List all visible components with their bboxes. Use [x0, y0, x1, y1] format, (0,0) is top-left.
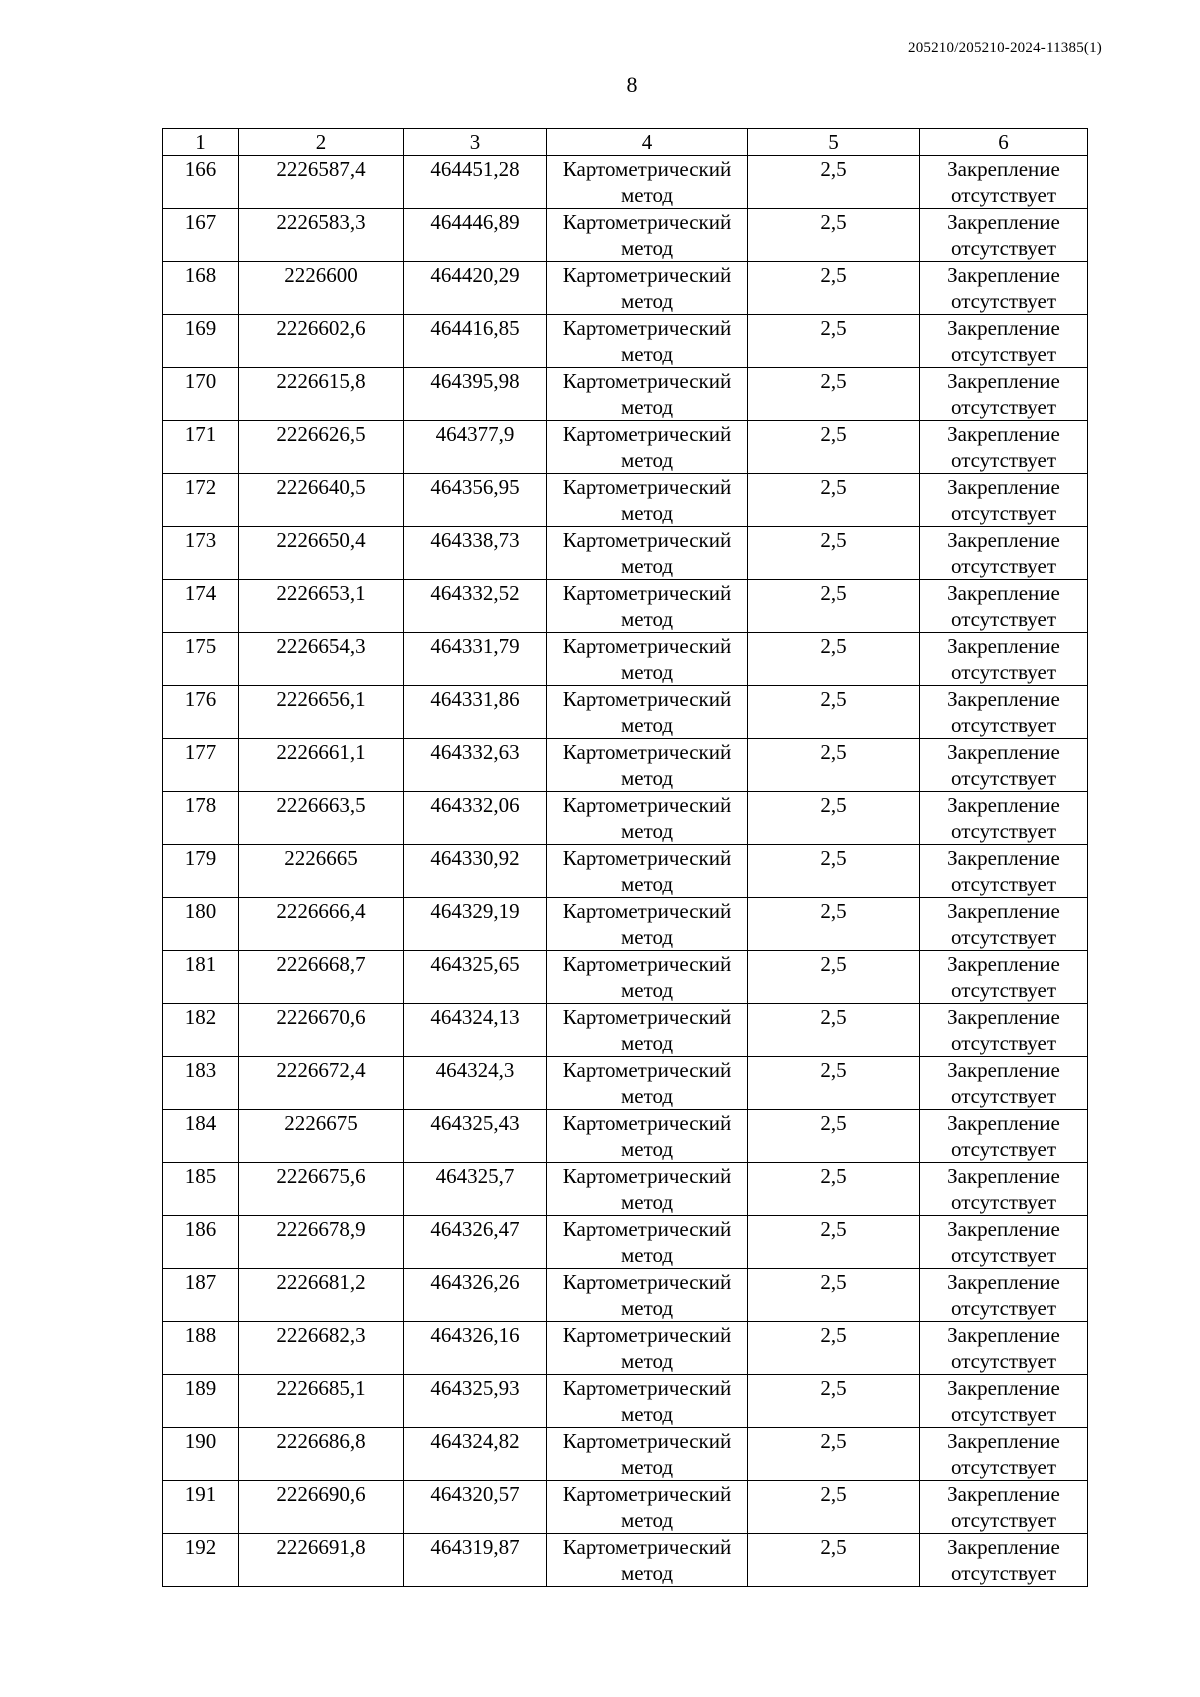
column-header: 4 — [547, 129, 748, 156]
x-coordinate-cell: 2226583,3 — [239, 209, 404, 262]
method-cell: Картометрический метод — [547, 156, 748, 209]
y-coordinate-cell: 464395,98 — [404, 368, 547, 421]
fixing-description-cell: Закрепление отсутствует — [920, 845, 1088, 898]
y-coordinate-cell: 464356,95 — [404, 474, 547, 527]
document-id: 205210/205210-2024-11385(1) — [908, 40, 1102, 56]
point-number-cell: 172 — [163, 474, 239, 527]
fixing-description-cell: Закрепление отсутствует — [920, 1322, 1088, 1375]
y-coordinate-cell: 464320,57 — [404, 1481, 547, 1534]
fixing-description-cell: Закрепление отсутствует — [920, 1375, 1088, 1428]
method-cell: Картометрический метод — [547, 686, 748, 739]
x-coordinate-cell: 2226654,3 — [239, 633, 404, 686]
table-row — [163, 1004, 1088, 1057]
y-coordinate-cell: 464331,86 — [404, 686, 547, 739]
y-coordinate-cell: 464416,85 — [404, 315, 547, 368]
method-cell: Картометрический метод — [547, 792, 748, 845]
x-coordinate-cell: 2226675,6 — [239, 1163, 404, 1216]
point-number-cell: 192 — [163, 1534, 239, 1587]
table-row — [163, 156, 1088, 209]
y-coordinate-cell: 464325,7 — [404, 1163, 547, 1216]
point-number-cell: 166 — [163, 156, 239, 209]
y-coordinate-cell: 464325,93 — [404, 1375, 547, 1428]
point-number-cell: 189 — [163, 1375, 239, 1428]
method-cell: Картометрический метод — [547, 1322, 748, 1375]
point-number-cell: 169 — [163, 315, 239, 368]
y-coordinate-cell: 464319,87 — [404, 1534, 547, 1587]
x-coordinate-cell: 2226690,6 — [239, 1481, 404, 1534]
y-coordinate-cell: 464326,47 — [404, 1216, 547, 1269]
accuracy-cell: 2,5 — [748, 898, 920, 951]
x-coordinate-cell: 2226615,8 — [239, 368, 404, 421]
accuracy-cell: 2,5 — [748, 1428, 920, 1481]
table-row — [163, 1269, 1088, 1322]
fixing-description-cell: Закрепление отсутствует — [920, 633, 1088, 686]
accuracy-cell: 2,5 — [748, 1481, 920, 1534]
x-coordinate-cell: 2226682,3 — [239, 1322, 404, 1375]
x-coordinate-cell: 2226670,6 — [239, 1004, 404, 1057]
x-coordinate-cell: 2226686,8 — [239, 1428, 404, 1481]
x-coordinate-cell: 2226602,6 — [239, 315, 404, 368]
x-coordinate-cell: 2226691,8 — [239, 1534, 404, 1587]
point-number-cell: 174 — [163, 580, 239, 633]
column-header: 1 — [163, 129, 239, 156]
method-cell: Картометрический метод — [547, 474, 748, 527]
method-cell: Картометрический метод — [547, 739, 748, 792]
fixing-description-cell: Закрепление отсутствует — [920, 1163, 1088, 1216]
method-cell: Картометрический метод — [547, 845, 748, 898]
y-coordinate-cell: 464324,82 — [404, 1428, 547, 1481]
table-row — [163, 1110, 1088, 1163]
fixing-description-cell: Закрепление отсутствует — [920, 1057, 1088, 1110]
y-coordinate-cell: 464330,92 — [404, 845, 547, 898]
fixing-description-cell: Закрепление отсутствует — [920, 368, 1088, 421]
accuracy-cell: 2,5 — [748, 1004, 920, 1057]
method-cell: Картометрический метод — [547, 633, 748, 686]
x-coordinate-cell: 2226587,4 — [239, 156, 404, 209]
x-coordinate-cell: 2226681,2 — [239, 1269, 404, 1322]
point-number-cell: 179 — [163, 845, 239, 898]
accuracy-cell: 2,5 — [748, 1534, 920, 1587]
x-coordinate-cell: 2226675 — [239, 1110, 404, 1163]
y-coordinate-cell: 464326,26 — [404, 1269, 547, 1322]
x-coordinate-cell: 2226665 — [239, 845, 404, 898]
y-coordinate-cell: 464329,19 — [404, 898, 547, 951]
x-coordinate-cell: 2226656,1 — [239, 686, 404, 739]
point-number-cell: 187 — [163, 1269, 239, 1322]
x-coordinate-cell: 2226650,4 — [239, 527, 404, 580]
point-number-cell: 176 — [163, 686, 239, 739]
point-number-cell: 190 — [163, 1428, 239, 1481]
table-row — [163, 1428, 1088, 1481]
point-number-cell: 181 — [163, 951, 239, 1004]
table-row — [163, 951, 1088, 1004]
accuracy-cell: 2,5 — [748, 1322, 920, 1375]
point-number-cell: 185 — [163, 1163, 239, 1216]
y-coordinate-cell: 464325,43 — [404, 1110, 547, 1163]
y-coordinate-cell: 464332,52 — [404, 580, 547, 633]
method-cell: Картометрический метод — [547, 315, 748, 368]
method-cell: Картометрический метод — [547, 1534, 748, 1587]
fixing-description-cell: Закрепление отсутствует — [920, 1216, 1088, 1269]
y-coordinate-cell: 464451,28 — [404, 156, 547, 209]
fixing-description-cell: Закрепление отсутствует — [920, 527, 1088, 580]
fixing-description-cell: Закрепление отсутствует — [920, 1481, 1088, 1534]
table-row — [163, 315, 1088, 368]
fixing-description-cell: Закрепление отсутствует — [920, 792, 1088, 845]
accuracy-cell: 2,5 — [748, 1110, 920, 1163]
point-number-cell: 180 — [163, 898, 239, 951]
table-row — [163, 739, 1088, 792]
y-coordinate-cell: 464420,29 — [404, 262, 547, 315]
x-coordinate-cell: 2226672,4 — [239, 1057, 404, 1110]
table-row — [163, 633, 1088, 686]
accuracy-cell: 2,5 — [748, 315, 920, 368]
column-header: 6 — [920, 129, 1088, 156]
x-coordinate-cell: 2226678,9 — [239, 1216, 404, 1269]
accuracy-cell: 2,5 — [748, 474, 920, 527]
fixing-description-cell: Закрепление отсутствует — [920, 156, 1088, 209]
method-cell: Картометрический метод — [547, 898, 748, 951]
y-coordinate-cell: 464324,3 — [404, 1057, 547, 1110]
accuracy-cell: 2,5 — [748, 1269, 920, 1322]
method-cell: Картометрический метод — [547, 368, 748, 421]
x-coordinate-cell: 2226653,1 — [239, 580, 404, 633]
table-row — [163, 1057, 1088, 1110]
accuracy-cell: 2,5 — [748, 209, 920, 262]
accuracy-cell: 2,5 — [748, 1057, 920, 1110]
accuracy-cell: 2,5 — [748, 1163, 920, 1216]
accuracy-cell: 2,5 — [748, 421, 920, 474]
point-number-cell: 170 — [163, 368, 239, 421]
fixing-description-cell: Закрепление отсутствует — [920, 898, 1088, 951]
point-number-cell: 171 — [163, 421, 239, 474]
x-coordinate-cell: 2226666,4 — [239, 898, 404, 951]
fixing-description-cell: Закрепление отсутствует — [920, 421, 1088, 474]
method-cell: Картометрический метод — [547, 1163, 748, 1216]
x-coordinate-cell: 2226600 — [239, 262, 404, 315]
point-number-cell: 182 — [163, 1004, 239, 1057]
method-cell: Картометрический метод — [547, 1481, 748, 1534]
method-cell: Картометрический метод — [547, 580, 748, 633]
accuracy-cell: 2,5 — [748, 686, 920, 739]
point-number-cell: 167 — [163, 209, 239, 262]
accuracy-cell: 2,5 — [748, 845, 920, 898]
table-row — [163, 1216, 1088, 1269]
method-cell: Картометрический метод — [547, 1375, 748, 1428]
method-cell: Картометрический метод — [547, 1004, 748, 1057]
point-number-cell: 188 — [163, 1322, 239, 1375]
fixing-description-cell: Закрепление отсутствует — [920, 315, 1088, 368]
point-number-cell: 191 — [163, 1481, 239, 1534]
accuracy-cell: 2,5 — [748, 951, 920, 1004]
table-row — [163, 262, 1088, 315]
x-coordinate-cell: 2226626,5 — [239, 421, 404, 474]
table-row — [163, 474, 1088, 527]
table-row — [163, 792, 1088, 845]
table-row — [163, 1375, 1088, 1428]
table-row — [163, 845, 1088, 898]
table-row — [163, 1534, 1088, 1587]
accuracy-cell: 2,5 — [748, 1216, 920, 1269]
y-coordinate-cell: 464332,06 — [404, 792, 547, 845]
fixing-description-cell: Закрепление отсутствует — [920, 739, 1088, 792]
method-cell: Картометрический метод — [547, 1216, 748, 1269]
method-cell: Картометрический метод — [547, 1057, 748, 1110]
method-cell: Картометрический метод — [547, 951, 748, 1004]
point-number-cell: 184 — [163, 1110, 239, 1163]
y-coordinate-cell: 464324,13 — [404, 1004, 547, 1057]
accuracy-cell: 2,5 — [748, 368, 920, 421]
table-body — [163, 129, 1088, 1587]
y-coordinate-cell: 464331,79 — [404, 633, 547, 686]
point-number-cell: 173 — [163, 527, 239, 580]
method-cell: Картометрический метод — [547, 1110, 748, 1163]
table-row — [163, 527, 1088, 580]
point-number-cell: 177 — [163, 739, 239, 792]
method-cell: Картометрический метод — [547, 262, 748, 315]
fixing-description-cell: Закрепление отсутствует — [920, 580, 1088, 633]
table-row — [163, 209, 1088, 262]
accuracy-cell: 2,5 — [748, 262, 920, 315]
fixing-description-cell: Закрепление отсутствует — [920, 1534, 1088, 1587]
table-row — [163, 580, 1088, 633]
y-coordinate-cell: 464446,89 — [404, 209, 547, 262]
fixing-description-cell: Закрепление отсутствует — [920, 1110, 1088, 1163]
x-coordinate-cell: 2226661,1 — [239, 739, 404, 792]
y-coordinate-cell: 464338,73 — [404, 527, 547, 580]
point-number-cell: 178 — [163, 792, 239, 845]
table-row — [163, 686, 1088, 739]
method-cell: Картометрический метод — [547, 209, 748, 262]
accuracy-cell: 2,5 — [748, 156, 920, 209]
coordinates-table — [162, 128, 1088, 1587]
table-header-row — [163, 129, 1088, 156]
table-row — [163, 898, 1088, 951]
table-row — [163, 421, 1088, 474]
method-cell: Картометрический метод — [547, 1269, 748, 1322]
column-header: 5 — [748, 129, 920, 156]
fixing-description-cell: Закрепление отсутствует — [920, 209, 1088, 262]
table-row — [163, 1481, 1088, 1534]
accuracy-cell: 2,5 — [748, 580, 920, 633]
accuracy-cell: 2,5 — [748, 739, 920, 792]
point-number-cell: 168 — [163, 262, 239, 315]
fixing-description-cell: Закрепление отсутствует — [920, 1004, 1088, 1057]
method-cell: Картометрический метод — [547, 527, 748, 580]
table-row — [163, 1322, 1088, 1375]
y-coordinate-cell: 464325,65 — [404, 951, 547, 1004]
point-number-cell: 186 — [163, 1216, 239, 1269]
y-coordinate-cell: 464326,16 — [404, 1322, 547, 1375]
fixing-description-cell: Закрепление отсутствует — [920, 262, 1088, 315]
fixing-description-cell: Закрепление отсутствует — [920, 951, 1088, 1004]
fixing-description-cell: Закрепление отсутствует — [920, 1428, 1088, 1481]
x-coordinate-cell: 2226640,5 — [239, 474, 404, 527]
table-row — [163, 1163, 1088, 1216]
method-cell: Картометрический метод — [547, 421, 748, 474]
fixing-description-cell: Закрепление отсутствует — [920, 1269, 1088, 1322]
table-row — [163, 368, 1088, 421]
accuracy-cell: 2,5 — [748, 792, 920, 845]
accuracy-cell: 2,5 — [748, 1375, 920, 1428]
x-coordinate-cell: 2226663,5 — [239, 792, 404, 845]
accuracy-cell: 2,5 — [748, 527, 920, 580]
accuracy-cell: 2,5 — [748, 633, 920, 686]
column-header: 2 — [239, 129, 404, 156]
point-number-cell: 175 — [163, 633, 239, 686]
y-coordinate-cell: 464332,63 — [404, 739, 547, 792]
fixing-description-cell: Закрепление отсутствует — [920, 474, 1088, 527]
fixing-description-cell: Закрепление отсутствует — [920, 686, 1088, 739]
page-number: 8 — [626, 72, 638, 97]
y-coordinate-cell: 464377,9 — [404, 421, 547, 474]
x-coordinate-cell: 2226685,1 — [239, 1375, 404, 1428]
point-number-cell: 183 — [163, 1057, 239, 1110]
method-cell: Картометрический метод — [547, 1428, 748, 1481]
x-coordinate-cell: 2226668,7 — [239, 951, 404, 1004]
column-header: 3 — [404, 129, 547, 156]
